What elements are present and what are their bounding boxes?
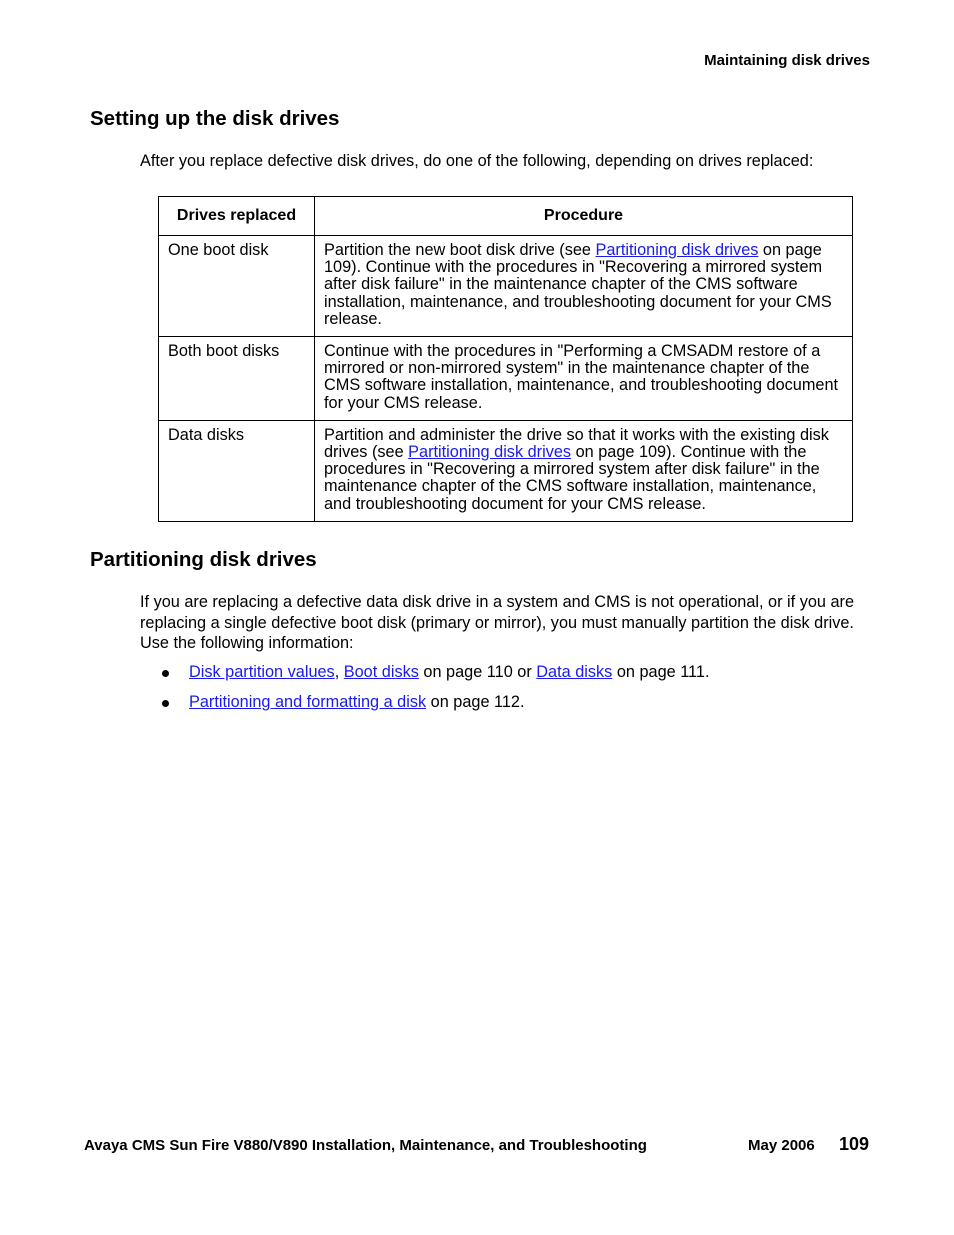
link-partitioning-disk-drives[interactable]: Partitioning disk drives — [595, 241, 759, 259]
footer-date: May 2006 — [748, 1137, 815, 1154]
drives-procedure-table — [158, 196, 853, 522]
table-row — [159, 337, 853, 421]
cell-procedure — [315, 420, 853, 521]
section-title-partitioning: Partitioning disk drives — [90, 548, 317, 571]
link-partitioning-and-formatting[interactable]: Partitioning and formatting a disk — [189, 693, 427, 711]
list-item — [160, 662, 709, 692]
column-header-drives: Drives replaced — [159, 197, 315, 236]
footer-page-number: 109 — [839, 1134, 870, 1154]
procedure-text: Partition and administer the drive so that it works with the existing disk drives (see — [324, 425, 829, 462]
list-item — [160, 692, 709, 722]
setup-intro-paragraph: After you replace defective disk drives, do one of the following, depending on drives replaced: — [140, 152, 814, 170]
table-row — [159, 420, 853, 521]
cell-drives: Data disks — [159, 420, 315, 521]
link-partitioning-disk-drives[interactable]: Partitioning disk drives — [408, 443, 572, 462]
cell-procedure: Continue with the procedures in "Performing a CMSADM restore of a mirrored or non-mirrored system" in the maintenance chapter of the CMS software installation, maintenance, and troubleshooting document for your CMS release. — [315, 337, 853, 421]
running-header: Maintaining disk drives — [704, 52, 870, 69]
bullet-text: on page 111. — [612, 663, 710, 681]
section-title-setup: Setting up the disk drives — [90, 107, 340, 130]
bullet-text: on page 112. — [426, 693, 525, 711]
procedure-text: Partition the new boot disk drive (see — [324, 241, 596, 259]
cell-drives: Both boot disks — [159, 337, 315, 421]
table-row — [159, 236, 853, 337]
bullet-text: on page 110 or — [418, 663, 537, 681]
footer-document-title: Avaya CMS Sun Fire V880/V890 Installation, Maintenance, and Troubleshooting — [84, 1137, 647, 1154]
cell-procedure — [315, 236, 853, 337]
column-header-procedure: Procedure — [315, 197, 853, 236]
link-boot-disks[interactable]: Boot disks — [343, 663, 419, 681]
link-disk-partition-values[interactable]: Disk partition values — [189, 663, 335, 681]
procedure-text: on page 109). Continue with the procedures in "Recovering a mirrored system after disk failure" in the maintenance chapter of the CMS software installation, maintenance, and troubleshooting document for your CMS release. — [324, 443, 820, 513]
cell-drives: One boot disk — [159, 236, 315, 337]
bullet-icon — [162, 700, 169, 707]
procedure-text: on page 109). Continue with the procedures in "Recovering a mirrored system after disk failure" in the maintenance chapter of the CMS software installation, maintenance, and troubleshooting document for your CMS release. — [324, 241, 832, 328]
table-header-row — [159, 197, 853, 236]
link-data-disks[interactable]: Data disks — [536, 663, 613, 681]
bullet-icon — [162, 670, 169, 677]
info-bullet-list — [160, 662, 709, 722]
partitioning-intro-paragraph: If you are replacing a defective data disk drive in a system and CMS is not operational, or if you are replacing a single defective boot disk (primary or mirror), you must manually partition the disk drive. Use the following information: — [140, 593, 855, 652]
separator-text: , — [334, 663, 344, 681]
